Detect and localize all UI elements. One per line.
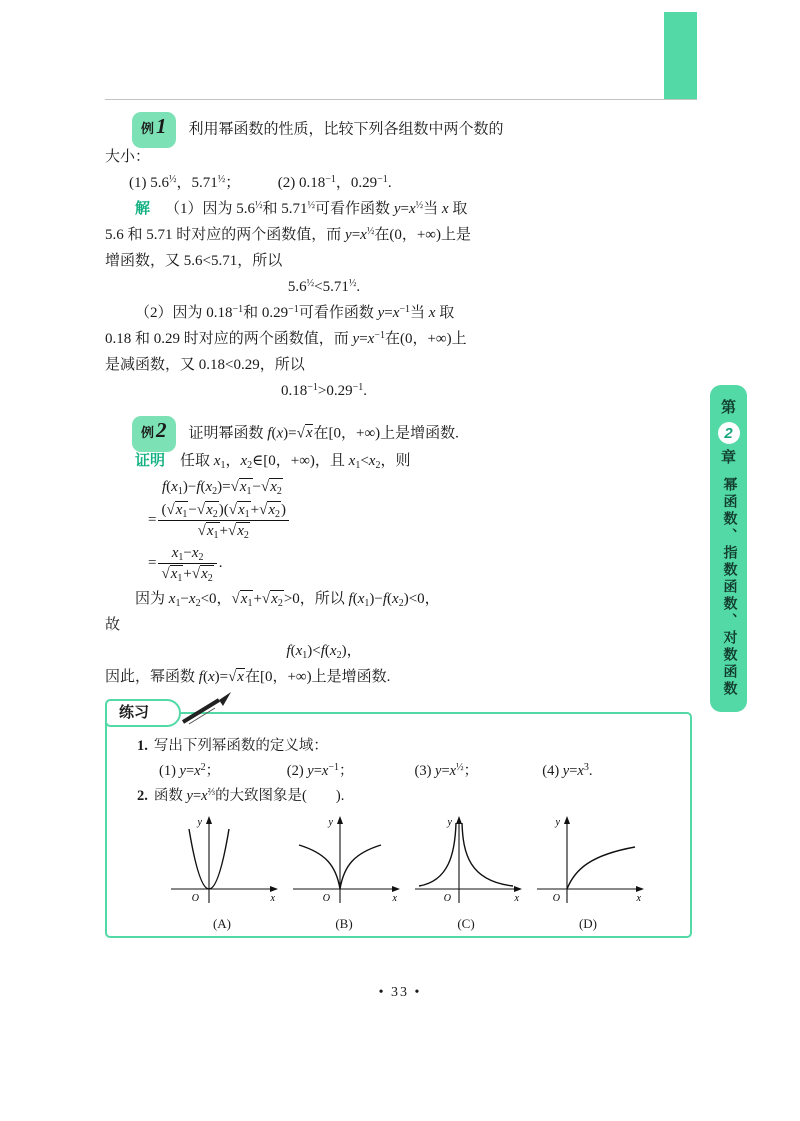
exercise-box [105, 705, 692, 938]
origin-label: O [322, 893, 330, 904]
pencil-body [183, 700, 219, 722]
text-line: 因此，幂函数 f(x)=√x在[0，+∞)上是增函数. [105, 669, 391, 685]
text-line: （2）因为 $0.18^{-1}$和 $0.29^{-1}$可看作函数 $y=x^{-1}$当 x 取 [135, 304, 455, 321]
graph-caption: (A) [212, 916, 232, 931]
text-line: (1) $5.6^{\frac{1}{2}}$，$5.71^{\frac{1}{2}}$； (2) $0.18^{-1}$，$0.29^{-1}$. [129, 174, 392, 191]
x-axis-arrow [636, 886, 644, 892]
text-line: 利用幂函数的性质，比较下列各组数中两个数的 [188, 121, 504, 138]
x-axis-arrow [270, 886, 278, 892]
pencil-icon [175, 688, 235, 728]
example2-badge [132, 416, 176, 452]
x-axis-label: x [392, 893, 397, 904]
cusp-curve-left [299, 845, 340, 889]
example-badge-number: 2 [156, 418, 167, 442]
proof-label: 证明 [135, 453, 166, 469]
q1-item-2: (2) $y=x^{-1}$； [286, 762, 354, 779]
chapter-tab [710, 385, 747, 712]
answer-graphs [163, 813, 670, 932]
graph-a-figure [163, 813, 281, 909]
graph-caption: (B) [335, 916, 353, 931]
formula-line: = $\frac{x_1-x_2}{√x_1+√x_2}$ . [148, 545, 223, 584]
q1-item-1: (1) $y=x^2$； [159, 762, 221, 779]
graph-caption: (C) [457, 916, 475, 931]
text-line: 证明幂函数 f(x)=√x在[0，+∞)上是增函数. [188, 425, 459, 442]
text-line [105, 448, 663, 474]
graph-option-c [407, 813, 525, 932]
text-line: 5.6 和 5.71 时对应的两个函数值，而 $y=x^{\frac{1}{2}}$在(0，+∞)上是 [105, 226, 471, 243]
question-text: 写出下列幂函数的定义域： [153, 738, 328, 754]
x-axis-arrow [514, 886, 522, 892]
graph-b-figure [285, 813, 403, 909]
text-line: 是减函数，又 0.18<0.29，所以 [105, 357, 305, 373]
y-axis-arrow [456, 816, 462, 824]
header-rule [105, 99, 697, 100]
exercise-tab-label: 练习 [119, 705, 150, 721]
example1-heading [105, 112, 663, 144]
question-text: 函数 $y=x^{\frac{2}{3}}$的大致图象是( ). [153, 787, 345, 804]
text-line: 因为 $x_1-x_2<0$，$√x_1+√x_2>0$，所以 $f(x_1)-f(x_2)<0$， [135, 591, 440, 609]
y-axis-label: y [328, 817, 333, 828]
question-number: 2. [137, 788, 148, 804]
origin-label: O [191, 893, 199, 904]
formula-line: $f(x_1)<f(x_2)$， [286, 643, 362, 661]
x-axis-arrow [392, 886, 400, 892]
chapter-title: 幂函数、指数函数、对数函数 [721, 477, 737, 698]
y-axis-arrow [564, 816, 570, 824]
formula-line: $0.18^{-1}>0.29^{-1}$. [281, 382, 367, 399]
y-axis-arrow [206, 816, 212, 824]
question-1-items [159, 759, 670, 784]
formula-line: = $\frac{(√x_1-√x_2)(√x_1+√x_2)}{√x_1+√x_2}$ [148, 500, 663, 541]
example1-badge [132, 112, 176, 148]
q1-item-3: (3) $y=x^{\frac{1}{2}}$； [414, 762, 479, 779]
origin-label: O [443, 893, 451, 904]
question-1 [137, 734, 670, 759]
asymptote-curve-right [462, 823, 513, 886]
exercise-body [107, 714, 690, 932]
graph-caption: (D) [578, 916, 598, 931]
chapter-suffix: 章 [720, 450, 736, 466]
x-axis-label: x [514, 893, 519, 904]
exercise-tab [105, 699, 181, 727]
graph-option-b [285, 813, 403, 932]
graph-option-d [529, 813, 647, 932]
text-line: 大小： [105, 149, 151, 165]
origin-label: O [552, 893, 560, 904]
solution-label: 解 [135, 201, 151, 217]
y-axis-label: y [447, 817, 452, 828]
chapter-number-badge: 2 [718, 422, 740, 444]
example2-heading [105, 416, 663, 448]
x-axis-label: x [270, 893, 275, 904]
asymptote-curve-left [419, 823, 456, 886]
x-axis-label: x [636, 893, 641, 904]
pencil-tip [219, 692, 231, 706]
graph-option-a [163, 813, 281, 932]
y-axis-label: y [197, 817, 202, 828]
top-accent-block [664, 12, 697, 100]
q1-item-4: (4) $y=x^3$. [542, 762, 593, 779]
page-number: • 33 • [378, 985, 422, 1000]
text-line: 增函数，又 5.6<5.71，所以 [105, 253, 283, 269]
graph-c-figure [407, 813, 525, 909]
text-line: 故 [105, 617, 121, 633]
question-number: 1. [137, 738, 148, 754]
text-line: 0.18 和 0.29 时对应的两个函数值，而 $y=x^{-1}$在(0，+∞)上 [105, 330, 467, 347]
graph-d-figure [529, 813, 647, 909]
example-badge-number: 1 [156, 114, 167, 138]
chapter-prefix: 第 [720, 400, 736, 416]
text-run: 任取 $x_1$，$x_2\in[0$，+∞)，且 $x_1<x_2$，则 [180, 453, 411, 471]
formula-line: $f(x_1)-f(x_2)=√x_1-√x_2$ [162, 479, 282, 497]
y-axis-label: y [555, 817, 560, 828]
sqrt-curve [567, 847, 635, 889]
formula-line: $5.6^{\frac{1}{2}}<5.71^{\frac{1}{2}}$. [287, 278, 361, 295]
question-2 [137, 784, 670, 809]
cusp-curve-right [340, 845, 381, 889]
example-badge-label: 例 [141, 425, 155, 440]
y-axis-arrow [337, 816, 343, 824]
text-line [105, 196, 663, 222]
text-run: （1）因为 $5.6^{\frac{1}{2}}$和 $5.71^{\frac{1}{2}}$可看作函数 $y=x^{\frac{1}{2}}$当 x 取 [165, 200, 468, 217]
main-text-column [105, 112, 663, 690]
example-badge-label: 例 [141, 121, 155, 136]
